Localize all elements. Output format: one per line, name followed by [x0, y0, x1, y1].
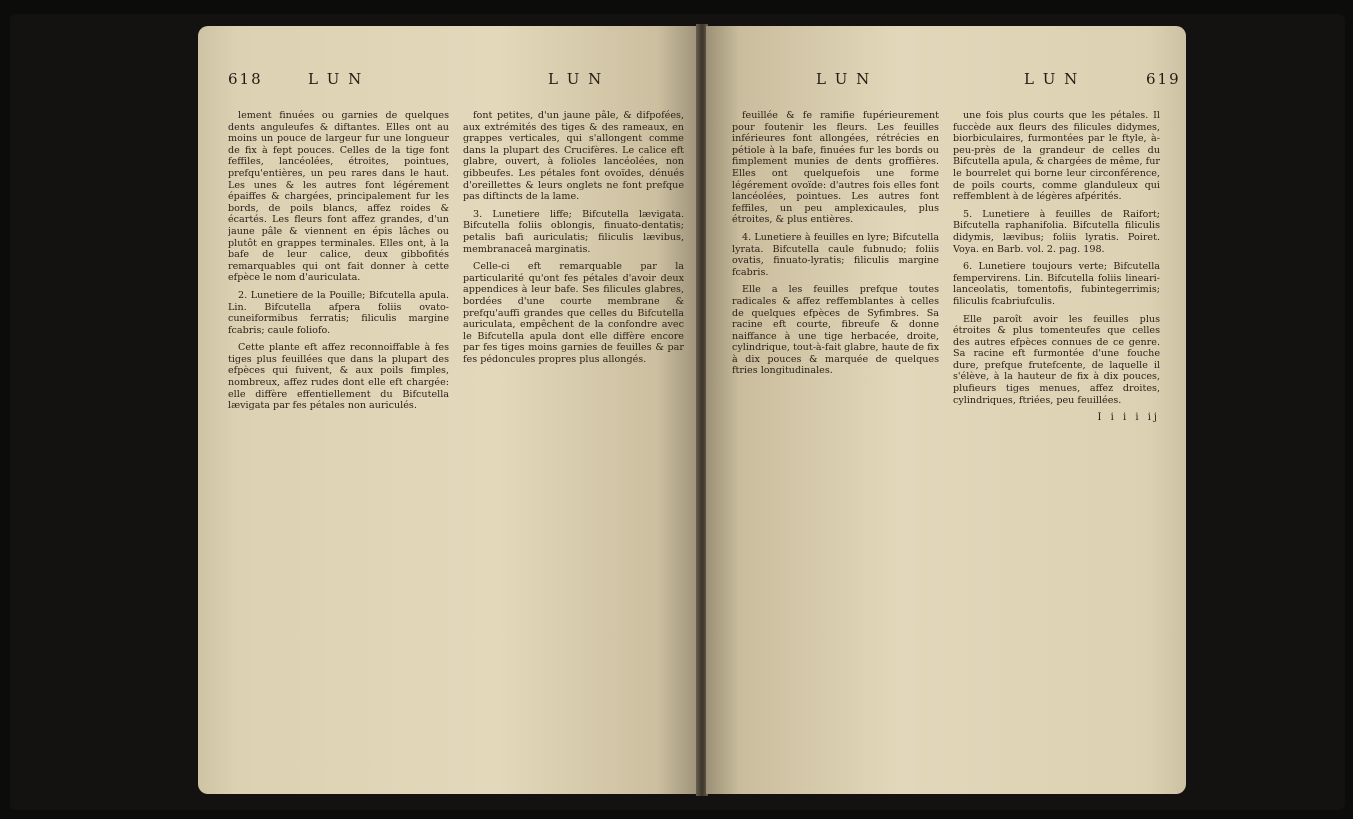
paragraph: une fois plus courts que les pétales. Il fuccède aux fleurs des filicules didymes, biorbiculaires, furmontées par le ftyle, à-peu-près de la grandeur de celles du Bifcutella apula, & chargées de même, fur le bourrelet qui borne leur circonférence, de poils courts, comme glanduleux qui reffemblent à de légères afpérités. — [953, 110, 1160, 203]
page-number-right: 619 — [1146, 70, 1181, 88]
paragraph: Celle-ci eft remarquable par la particularité qu'ont fes pétales d'avoir deux appendices à leur bafe. Ses filicules glabres, bordées d'une courte membrane & prefqu'auffi grandes que celles du Bifcutella auriculata, empêchent de la confondre avec le Bifcutella apula dont elle diffère encore par fes tiges moins garnies de feuilles & par fes pédoncules propres plus allongés. — [463, 261, 684, 365]
entry-heading: 4. Lunetiere à feuilles en lyre; Bifcutella lyrata. Bifcutella caule fubnudo; foliis ovatis, finuato-lyratis; filiculis margine fcabris. — [732, 231, 939, 278]
paragraph: feuillée & fe ramifie fupérieurement pour foutenir les fleurs. Les feuilles inférieures font allongées, rétrécies en pétiole à la bafe, finuées fur les bords ou fimplement munies de dents groffières. Elles ont quelquefois une forme légérement ovoïde: d'autres fois elles font lancéolées, pointues. Les autres font feffiles, un peu amplexicaules, plus étroites, & plus entières. — [732, 110, 939, 226]
paragraph: lement finuées ou garnies de quelques dents anguleufes & diftantes. Elles ont au moins un pouce de largeur fur une longueur de fix à fept pouces. Celles de la tige font feffiles, lancéolées, étroites, pointues, prefqu'entières, un peu rares dans le haut. Les unes & les autres font légérement épaiffes & chargées, principalement fur les bords, de poils blancs, affez roides & écartés. Les fleurs font affez grandes, d'un jaune pâle & viennent en épis lâches ou plutôt en grappes terminales. Elles ont, à la bafe de leur calice, deux gibbofités remarquables qui ont fait donner à cette efpèce le nom d'auriculata. — [228, 110, 449, 284]
page-number-left: 618 — [228, 70, 263, 88]
paragraph: font petites, d'un jaune pâle, & difpofées, aux extrémités des tiges & des rameaux, en grappes verticales, qui s'allongent comme dans la plupart des Crucifères. Le calice eft glabre, ouvert, à folioles lancéolées, non gibbeufes. Les pétales font ovoïdes, dénués d'oreillettes & leurs onglets ne font prefque pas diftincts de la lame. — [463, 110, 684, 203]
right-column-2 — [953, 110, 1160, 794]
entry-heading: 3. Lunetiere liffe; Bifcutella lævigata. Bifcutella foliis oblongis, finuato-dentatis; petalis bafi auriculatis; filiculis lævibus, membranaceâ marginatis. — [463, 208, 684, 255]
signature-mark: I i i i ij — [1097, 412, 1160, 424]
running-head-right-2: L U N — [1024, 70, 1080, 88]
entry-heading: 5. Lunetiere à feuilles de Raifort; Bifcutella raphanifolia. Bifcutella filiculis didymis, lævibus; foliis lyratis. Poiret. Voya. en Barb. vol. 2. pag. 198. — [953, 208, 1160, 255]
entry-heading: 6. Lunetiere toujours verte; Bifcutella fempervirens. Lin. Bifcutella foliis lineari-lanceolatis, tomentofis, fubintegerrimis; filiculis fcabriufculis. — [953, 261, 1160, 307]
paragraph: Elle a les feuilles prefque toutes radicales & affez reffemblantes à celles de quelques efpèces de Syfimbres. Sa racine eft courte, fibreufe & donne naiffance à une tige herbacée, droite, cylindrique, tout-à-fait glabre, haute de fix à dix pouces & marquée de quelques ftries longitudinales. — [732, 284, 939, 377]
running-head-left-2: L U N — [548, 70, 604, 88]
right-column-1 — [732, 110, 939, 794]
left-page — [198, 26, 698, 794]
right-page — [706, 26, 1186, 794]
running-head-left-1: L U N — [308, 70, 364, 88]
left-column-2 — [463, 110, 684, 794]
running-head-right-1: L U N — [816, 70, 872, 88]
paragraph: Elle paroît avoir les feuilles plus étroites & plus tomenteufes que celles des autres efpèces connues de ce genre. Sa racine eft furmontée d'une fouche dure, prefque frutefcente, de laquelle il s'élève, à la hauteur de fix à dix pouces, plufieurs tiges menues, affez droites, cylindriques, ftriées, peu feuillées. — [953, 313, 1160, 406]
left-column-1 — [228, 110, 449, 794]
entry-heading: 2. Lunetiere de la Pouille; Bifcutella apula. Lin. Bifcutella afpera foliis ovato-cuneiformibus ferratis; filiculis margine fcabris; caule foliofo. — [228, 289, 449, 336]
paragraph: Cette plante eft affez reconnoiffable à fes tiges plus feuillées que dans la plupart des efpèces qui fuivent, & aux poils fimples, nombreux, affez rudes dont elle eft chargée: elle diffère effentiellement du Bifcutella lævigata par fes pétales non auriculés. — [228, 342, 449, 412]
